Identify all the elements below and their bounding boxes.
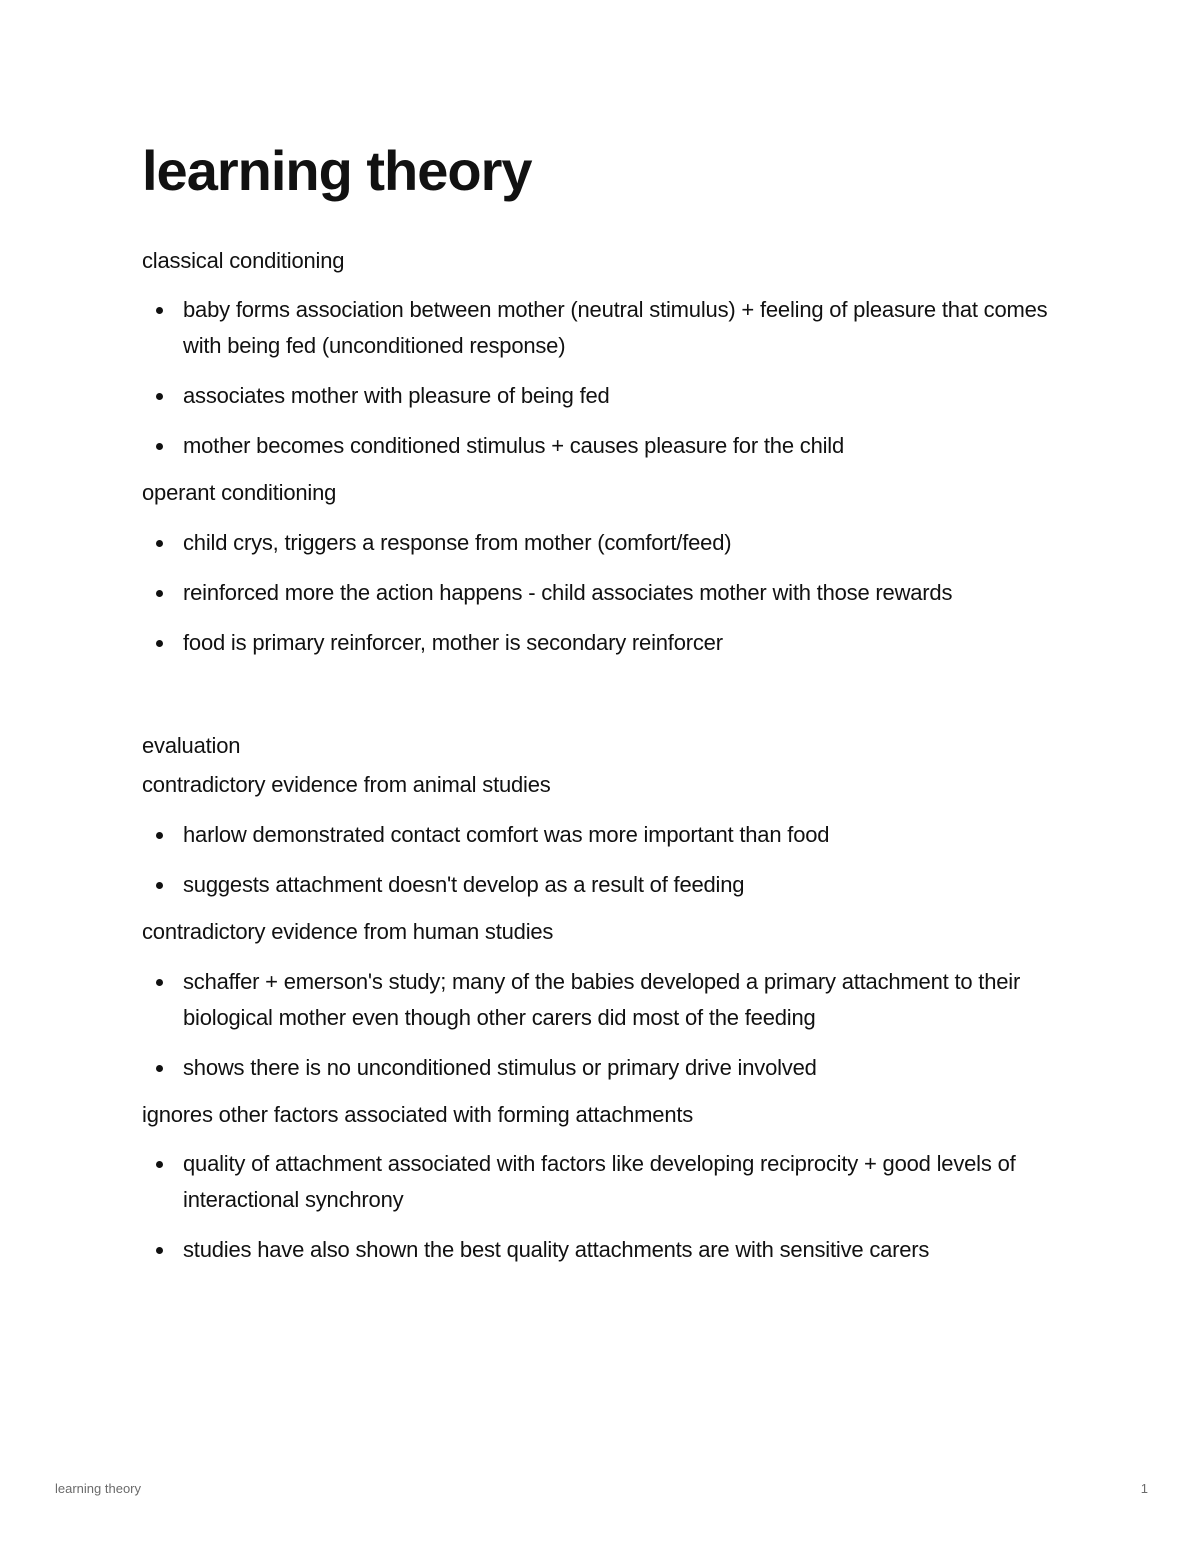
list-item-text: reinforced more the action happens - child associates mother with those rewards [183,580,953,606]
bullet-icon [156,979,163,986]
bullet-icon [156,540,163,547]
footer-page-number: 1 [1140,1481,1148,1496]
section-spacer [142,675,1072,731]
list-item [142,575,1072,611]
list-item-text: food is primary reinforcer, mother is secondary reinforcer [183,630,723,656]
bullet-icon [156,1247,163,1254]
list-item [142,817,1072,853]
bullet-list-human-studies [142,964,1072,1086]
list-item-text: associates mother with pleasure of being fed [183,383,610,409]
list-item [142,625,1072,661]
list-item-text: studies have also shown the best quality attachments are with sensitive carers [183,1237,930,1263]
document-page [142,140,1072,1282]
list-item-text: baby forms association between mother (neutral stimulus) + feeling of pleasure that comes with being fed (unconditioned response) [183,297,1048,359]
bullet-icon [156,832,163,839]
section-heading-human-studies: contradictory evidence from human studies [142,918,554,944]
list-item-text: quality of attachment associated with factors like developing reciprocity + good levels of interactional synchrony [183,1151,1016,1213]
list-item [142,1050,1072,1086]
list-item [142,964,1072,1036]
bullet-list-operant-conditioning [142,525,1072,661]
list-item [142,1232,1072,1268]
document-title: learning theory [142,139,532,202]
bullet-icon [156,590,163,597]
section-heading-animal-studies: contradictory evidence from animal studies [142,771,551,797]
bullet-icon [156,1065,163,1072]
bullet-list-other-factors [142,1146,1072,1268]
list-item-text: harlow demonstrated contact comfort was more important than food [183,821,830,847]
section-heading-other-factors: ignores other factors associated with forming attachments [142,1101,694,1127]
list-item [142,378,1072,414]
bullet-icon [156,882,163,889]
section-heading-operant-conditioning: operant conditioning [142,480,337,506]
bullet-list-classical-conditioning [142,292,1072,464]
list-item [142,428,1072,464]
list-item-text: shows there is no unconditioned stimulus or primary drive involved [183,1054,817,1080]
bullet-icon [156,1161,163,1168]
bullet-icon [156,640,163,647]
list-item-text: child crys, triggers a response from mother (comfort/feed) [183,530,732,556]
list-item-text: mother becomes conditioned stimulus + causes pleasure for the child [183,433,845,459]
list-item-text: schaffer + emerson's study; many of the babies developed a primary attachment to their biological mother even though other carers did most of the feeding [183,968,1021,1030]
section-heading-evaluation: evaluation [142,733,241,759]
bullet-icon [156,443,163,450]
list-item-text: suggests attachment doesn't develop as a result of feeding [183,871,745,897]
footer-document-title: learning theory [55,1481,141,1496]
list-item [142,292,1072,364]
list-item [142,1146,1072,1218]
list-item [142,525,1072,561]
section-heading-classical-conditioning: classical conditioning [142,247,345,273]
list-item [142,867,1072,903]
bullet-icon [156,393,163,400]
bullet-icon [156,307,163,314]
bullet-list-animal-studies [142,817,1072,903]
